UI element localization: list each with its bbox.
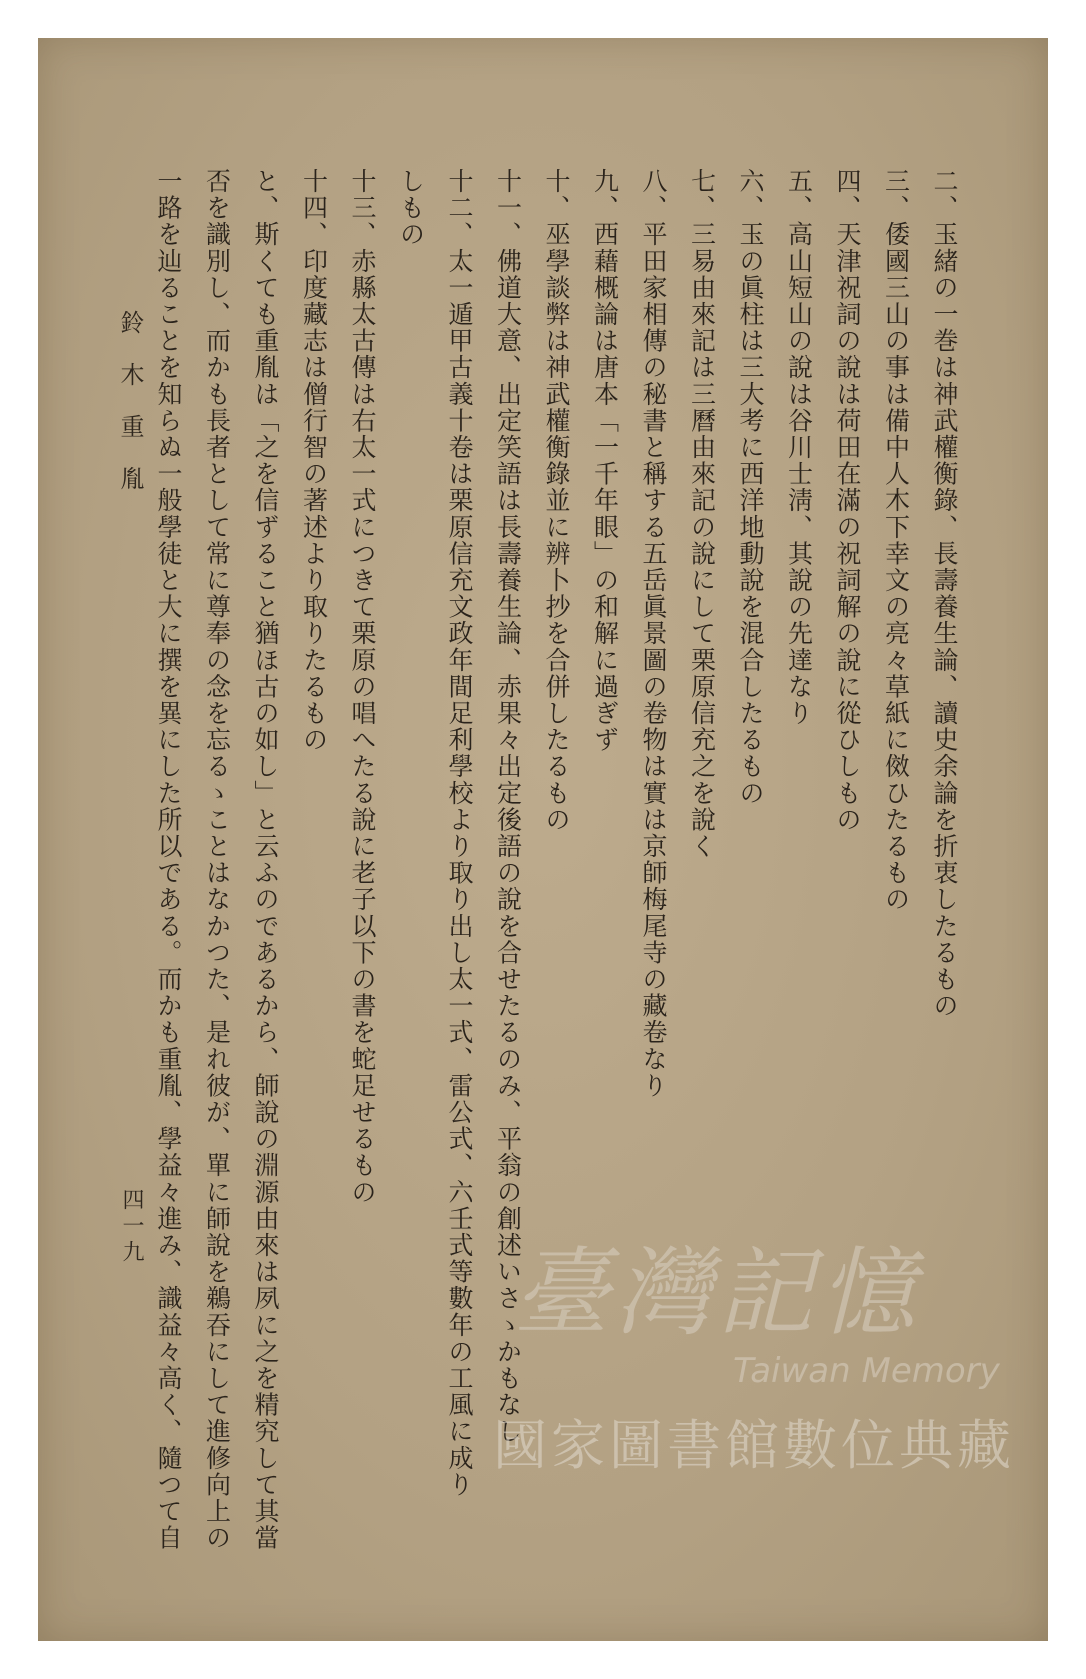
text-line: 否を識別し、而かも長者として常に尊奉の念を忘るゝことはなかつた、是れ彼が、單に師說を鵜吞にして進修向上の — [202, 168, 232, 1552]
page-number: 四一九 — [119, 1188, 144, 1266]
text-line: 十一、佛道大意、出定笑語は長壽養生論、赤果々出定後語の說を合せたるのみ、平翁の創述いさゝかもなし — [493, 168, 523, 1445]
text-line: 七、三易由來記は三曆由來記の說にして栗原信充之を說く — [687, 168, 717, 860]
text-line: 八、平田家相傳の秘書と稱する五岳眞景圖の卷物は實は京師梅尾寺の藏卷なり — [639, 168, 668, 1099]
watermark-chinese: 國家圖書館數位典藏 — [493, 1414, 1015, 1477]
text-line: 十四、印度藏志は僧行智の著述より取りたるもの — [299, 168, 329, 754]
text-line: しもの — [396, 168, 426, 248]
text-line: 十二、太一遁甲古義十卷は栗原信充文政年間足利學校より取り出し太一式、雷公式、六壬式等數年の工風に成り — [445, 168, 474, 1498]
text-line: 二、玉緒の一巻は神武權衡錄、長壽養生論、讀史余論を折衷したるもの — [930, 168, 959, 1020]
text-line: 十三、赤縣太古傳は右太一式につきて栗原の唱へたる說に老子以下の書を蛇足せるもの — [348, 168, 377, 1206]
text-line: 九、西藉概論は唐本「一千年眼」の和解に過ぎず — [590, 168, 620, 754]
text-line: 三、倭國三山の事は備中人木下幸文の亮々草紙に傚ひたるもの — [881, 168, 911, 913]
watermark-english: Taiwan Memory — [733, 1351, 1000, 1391]
text-line: 一路を辿ることを知らぬ一般學徒と大に撰を異にした所以である。而かも重胤、學益々進み、識益々高く、隨つて自 — [154, 168, 183, 1552]
text-line: と、斯くても重胤は「之を信ずること猶ほ古の如し」と云ふのであるから、師說の淵源由來は夙に之を精究して其當 — [251, 168, 280, 1552]
text-line: 五、高山短山の說は谷川士淸、其說の先達なり — [784, 168, 814, 727]
running-header: 鈴木重胤 — [116, 310, 144, 518]
book-page — [38, 38, 1048, 1641]
text-line: 十、巫學談弊は神武權衡錄並に辨卜抄を合併したるもの — [542, 168, 571, 833]
text-line: 四、天津祝詞の說は荷田在滿の祝詞解の說に從ひしもの — [833, 168, 862, 833]
watermark-logo: 臺灣記憶 — [513, 1237, 921, 1349]
text-line: 六、玉の眞柱は三大考に西洋地動說を混合したるもの — [736, 168, 765, 807]
watermark — [493, 1233, 1015, 1503]
